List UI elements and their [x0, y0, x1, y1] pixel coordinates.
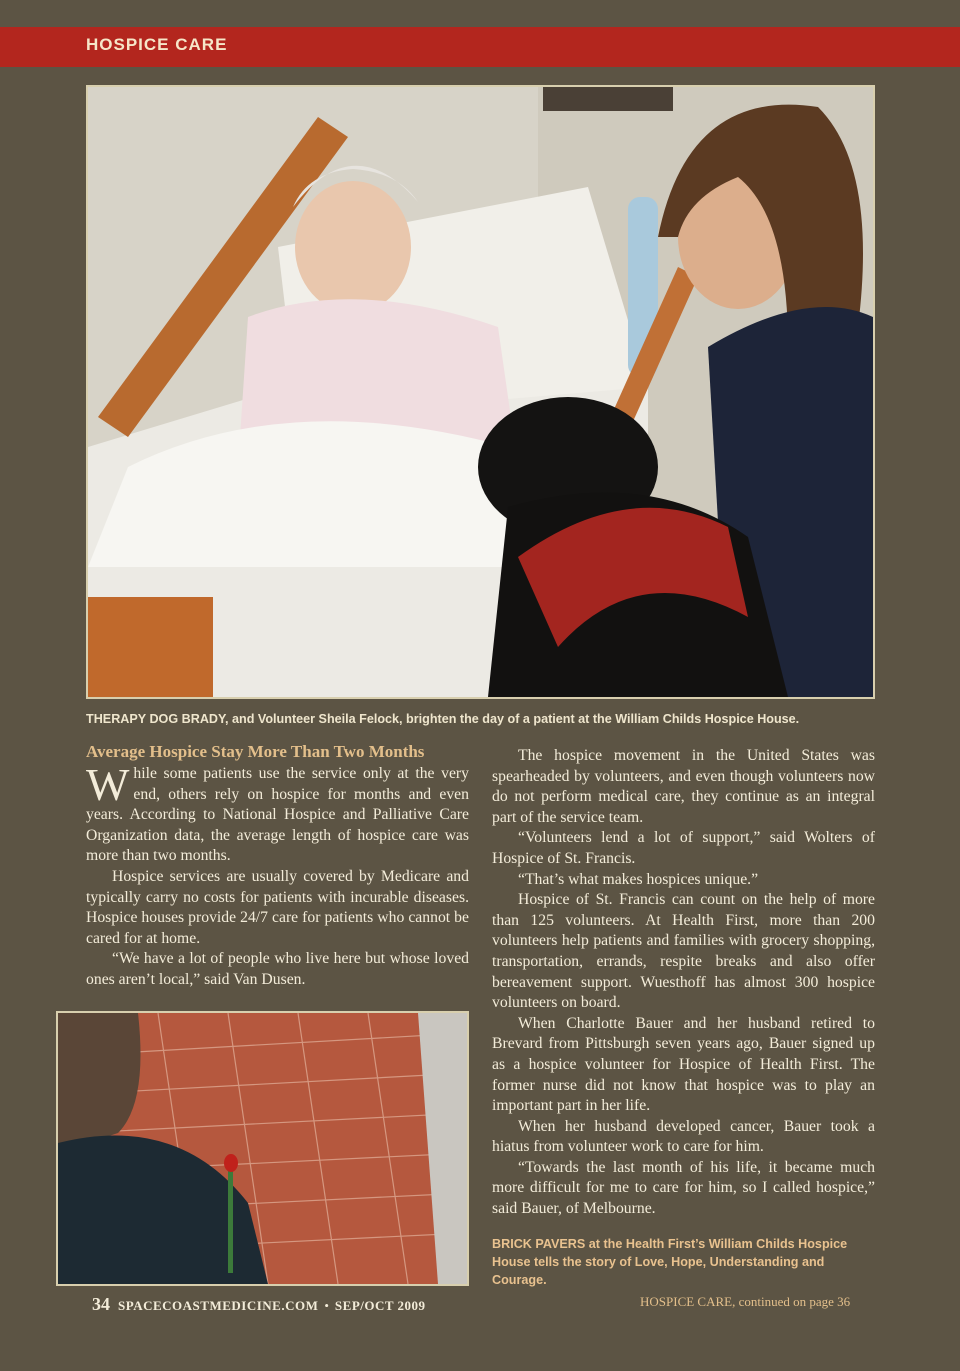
article-paragraph: When her husband developed cancer, Bauer took a hiatus from volunteer work to care for him. — [492, 1117, 875, 1156]
continued-text: continued on page 36 — [738, 1294, 851, 1309]
article-paragraph: Hospice services are usually covered by Medicare and typically carry no costs for patients with incurable diseases. Hospice houses provide 24/7 care for patients who cannot be cared for at home. — [86, 867, 469, 947]
continued-section: HOSPICE CARE, — [640, 1294, 736, 1309]
page-number: 34 — [92, 1294, 110, 1314]
brick-photo-caption: BRICK PAVERS at the Health First’s William Childs Hospice House tells the story of Love, Hope, Understanding and Courage. — [492, 1237, 848, 1287]
issue-date: SEP/OCT 2009 — [334, 1298, 426, 1313]
article-paragraph: “Towards the last month of his life, it became much more difficult for me to care for him, so I called hospice,” said Bauer, of Melbourne. — [492, 1158, 875, 1218]
article-column-left — [86, 742, 469, 991]
brick-pavers-photo — [56, 1011, 469, 1286]
article-paragraph: Hospice of St. Francis can count on the help of more than 125 volunteers. At Health First, more than 200 volunteers help patients and families with grocery shopping, transportation, errands, respite breaks and also offer bereavement support. Wuesthoff has almost 300 hospice volunteers on board. — [492, 891, 875, 1012]
article-subheading: Average Hospice Stay More Than Two Months — [86, 742, 425, 761]
article-paragraph: “Volunteers lend a lot of support,” said Wolters of Hospice of St. Francis. — [492, 829, 875, 867]
article-paragraph: While some patients use the service only at the very end, others rely on hospice for months and even years. According to National Hospice and Palliative Care Organization data, the average length of hospice care was more than two months. — [86, 759, 469, 865]
article-paragraph: When Charlotte Bauer and her husband retired to Brevard from Pittsburgh seven years ago, Bauer signed up as a hospice volunteer for Hospice of Health First. The former nurse did not know that hospice was to play an important part in her life. — [492, 1014, 875, 1115]
therapy-dog-photo — [86, 85, 875, 699]
article-column-right — [492, 746, 875, 1220]
website-link[interactable]: SPACECOASTMEDICINE.COM — [118, 1298, 319, 1313]
article-paragraph: “That’s what makes hospices unique.” — [518, 870, 759, 888]
section-label: HOSPICE CARE — [86, 35, 228, 54]
article-paragraph: The hospice movement in the United States was spearheaded by volunteers, and even though volunteers now do not perform medical care, they continue as an integral part of the service team. — [492, 747, 875, 826]
drop-cap: W — [86, 759, 130, 810]
page-footer — [92, 1294, 426, 1315]
continued-note — [640, 1294, 850, 1310]
section-header-bar — [0, 27, 960, 67]
photo-caption: THERAPY DOG BRADY, and Volunteer Sheila Felock, brighten the day of a patient at the William Childs Hospice House. — [86, 712, 800, 726]
article-paragraph: “We have a lot of people who live here but whose loved ones aren’t local,” said Van Dusen. — [86, 950, 469, 988]
footer-bullet: • — [324, 1298, 329, 1313]
